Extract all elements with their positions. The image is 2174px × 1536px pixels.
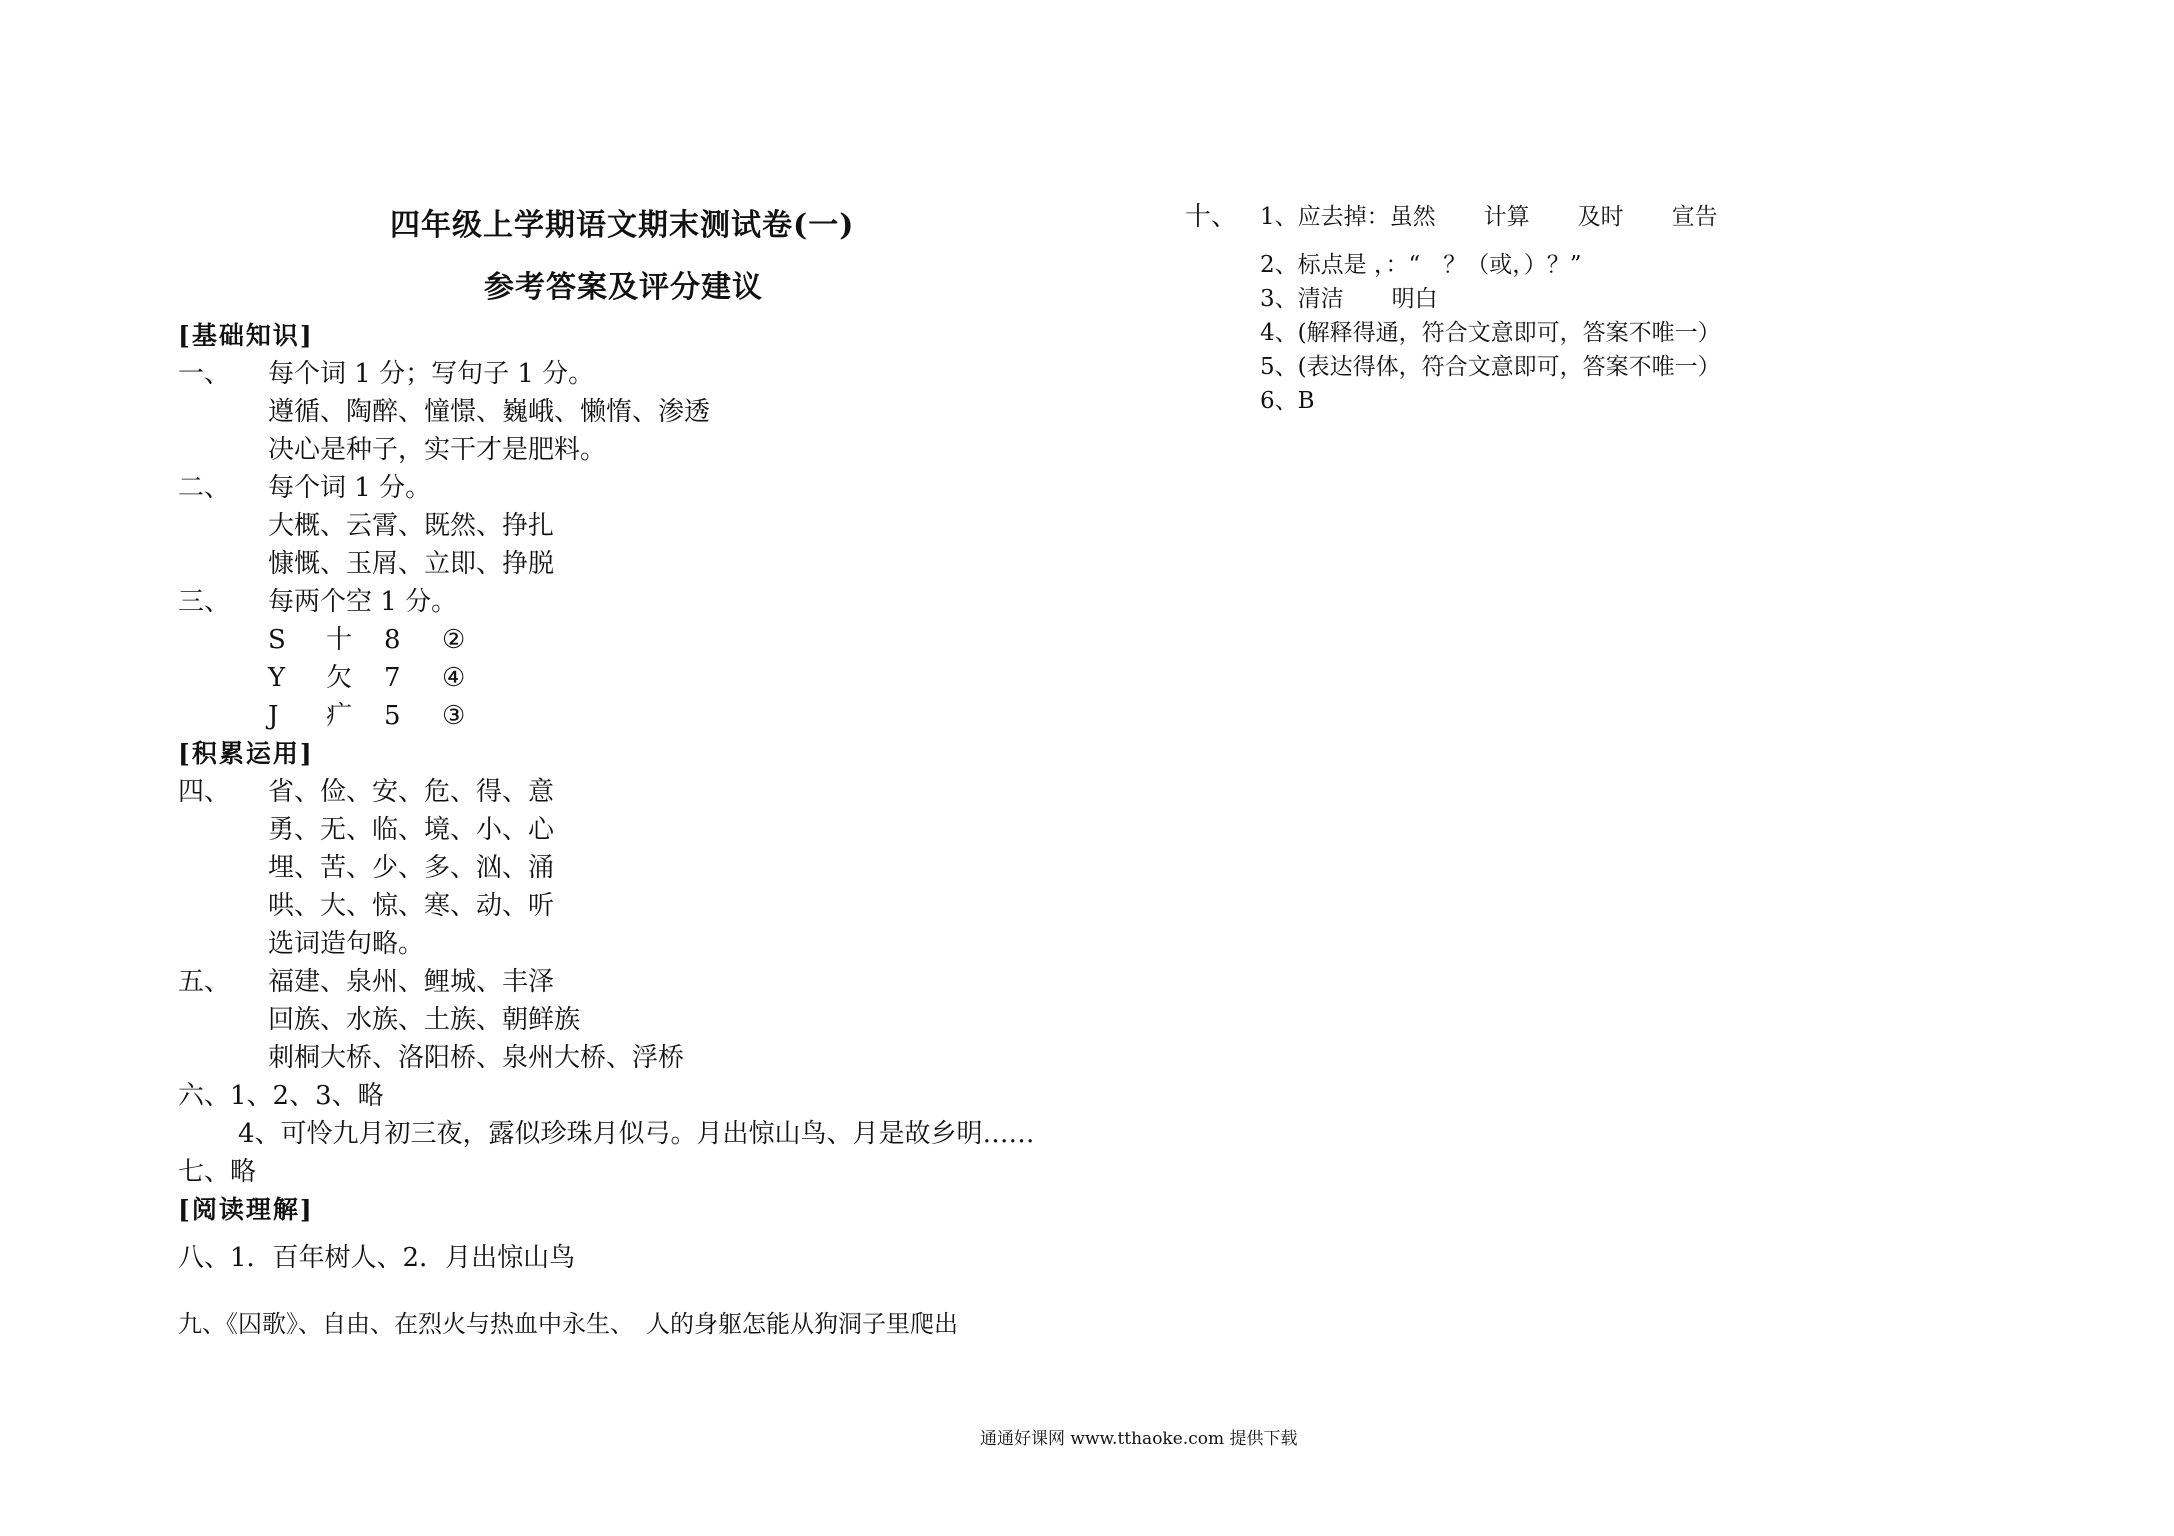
answer-cell: 疒 [326, 701, 353, 731]
footer-credit: 通通好课网 www.tthaoke.com 提供下载 [980, 1429, 1298, 1449]
section-heading-reading: [阅读理解] [178, 1195, 314, 1224]
answer-row [268, 662, 500, 694]
answer-text: 3、清洁 [1260, 286, 1344, 312]
answer-line: 福建、泉州、鲤城、丰泽 [268, 967, 555, 997]
answer-cell: S [268, 625, 286, 655]
question-number: 三、 [178, 587, 231, 617]
answer-cell: 8 [384, 625, 401, 655]
question-9: 九、《囚歌》、自由、在烈火与热血中永生、 人的身躯怎能从狗洞子里爬出 [178, 1310, 958, 1338]
question-3 [178, 586, 457, 618]
answer-text: 明白 [1391, 286, 1438, 312]
answer-line: 慷慨、玉屑、立即、挣脱 [268, 549, 555, 579]
question-2 [178, 472, 431, 504]
answer-cell: 7 [384, 663, 401, 693]
answer-line: 6、B [1260, 388, 1315, 414]
answer-line: 5、(表达得体，符合文意即可，答案不唯一） [1260, 354, 1721, 380]
answer-text: 及时 [1577, 204, 1624, 230]
question-5 [178, 966, 554, 998]
answer-line: 选词造句略。 [268, 929, 425, 959]
answer-line: 哄、大、惊、寒、动、听 [268, 891, 555, 921]
answer-text: 1、应去掉：虽然 [1260, 204, 1436, 230]
answer-line: 勇、无、临、境、小、心 [268, 815, 555, 845]
answer-row [268, 700, 500, 732]
page-title: 四年级上学期语文期末测试卷(一) [390, 208, 855, 243]
question-8: 八、1．百年树人、2．月出惊山鸟 [178, 1243, 576, 1273]
question-4 [178, 776, 554, 808]
question-1 [178, 358, 594, 390]
answer-line [1260, 284, 1438, 314]
answer-line: 2、标点是 ，：“ ？（或，）？” [1260, 252, 1582, 278]
answer-line: 刺桐大桥、洛阳桥、泉州大桥、浮桥 [268, 1043, 685, 1073]
answer-text: 计算 [1483, 204, 1530, 230]
question-text: 每两个空 1 分。 [268, 587, 458, 617]
answer-cell: 欠 [326, 663, 353, 693]
answer-row [268, 624, 500, 656]
answer-line: 大概、云霄、既然、挣扎 [268, 511, 555, 541]
answer-cell: Y [268, 663, 286, 693]
section-heading-accumulation: [积累运用] [178, 739, 314, 768]
question-6: 六、1、2、3、略 [178, 1081, 384, 1111]
answer-cell: ③ [442, 701, 466, 731]
answer-line: 遵循、陶醉、憧憬、巍峨、懒惰、渗透 [268, 397, 711, 427]
question-number: 二、 [178, 473, 231, 503]
answer-line: 4、可怜九月初三夜，露似珍珠月似弓。月出惊山鸟、月是故乡明…… [238, 1119, 1035, 1149]
answer-cell: 十 [326, 625, 353, 655]
page-subtitle: 参考答案及评分建议 [484, 270, 763, 305]
answer-line: 4、(解释得通，符合文意即可，答案不唯一） [1260, 320, 1721, 346]
answer-cell: J [268, 701, 279, 731]
answer-cell: ② [442, 625, 466, 655]
answer-line: 回族、水族、土族、朝鲜族 [268, 1005, 581, 1035]
question-text: 每个词 1 分；写句子 1 分。 [268, 359, 595, 389]
question-number: 五、 [178, 967, 231, 997]
question-number: 四、 [178, 777, 231, 807]
answer-line [1260, 202, 1718, 232]
section-heading-basic: [基础知识] [178, 321, 314, 350]
answer-line: 省、俭、安、危、得、意 [268, 777, 555, 807]
answer-line: 埋、苦、少、多、汹、涌 [268, 853, 555, 883]
answer-text: 宣告 [1671, 204, 1718, 230]
question-text: 每个词 1 分。 [268, 473, 432, 503]
question-number: 一、 [178, 359, 231, 389]
answer-line: 决心是种子，实干才是肥料。 [268, 435, 607, 465]
question-7: 七、略 [178, 1157, 257, 1187]
answer-cell: ④ [442, 663, 466, 693]
answer-cell: 5 [384, 701, 401, 731]
question-10-number: 十、 [1185, 202, 1238, 232]
